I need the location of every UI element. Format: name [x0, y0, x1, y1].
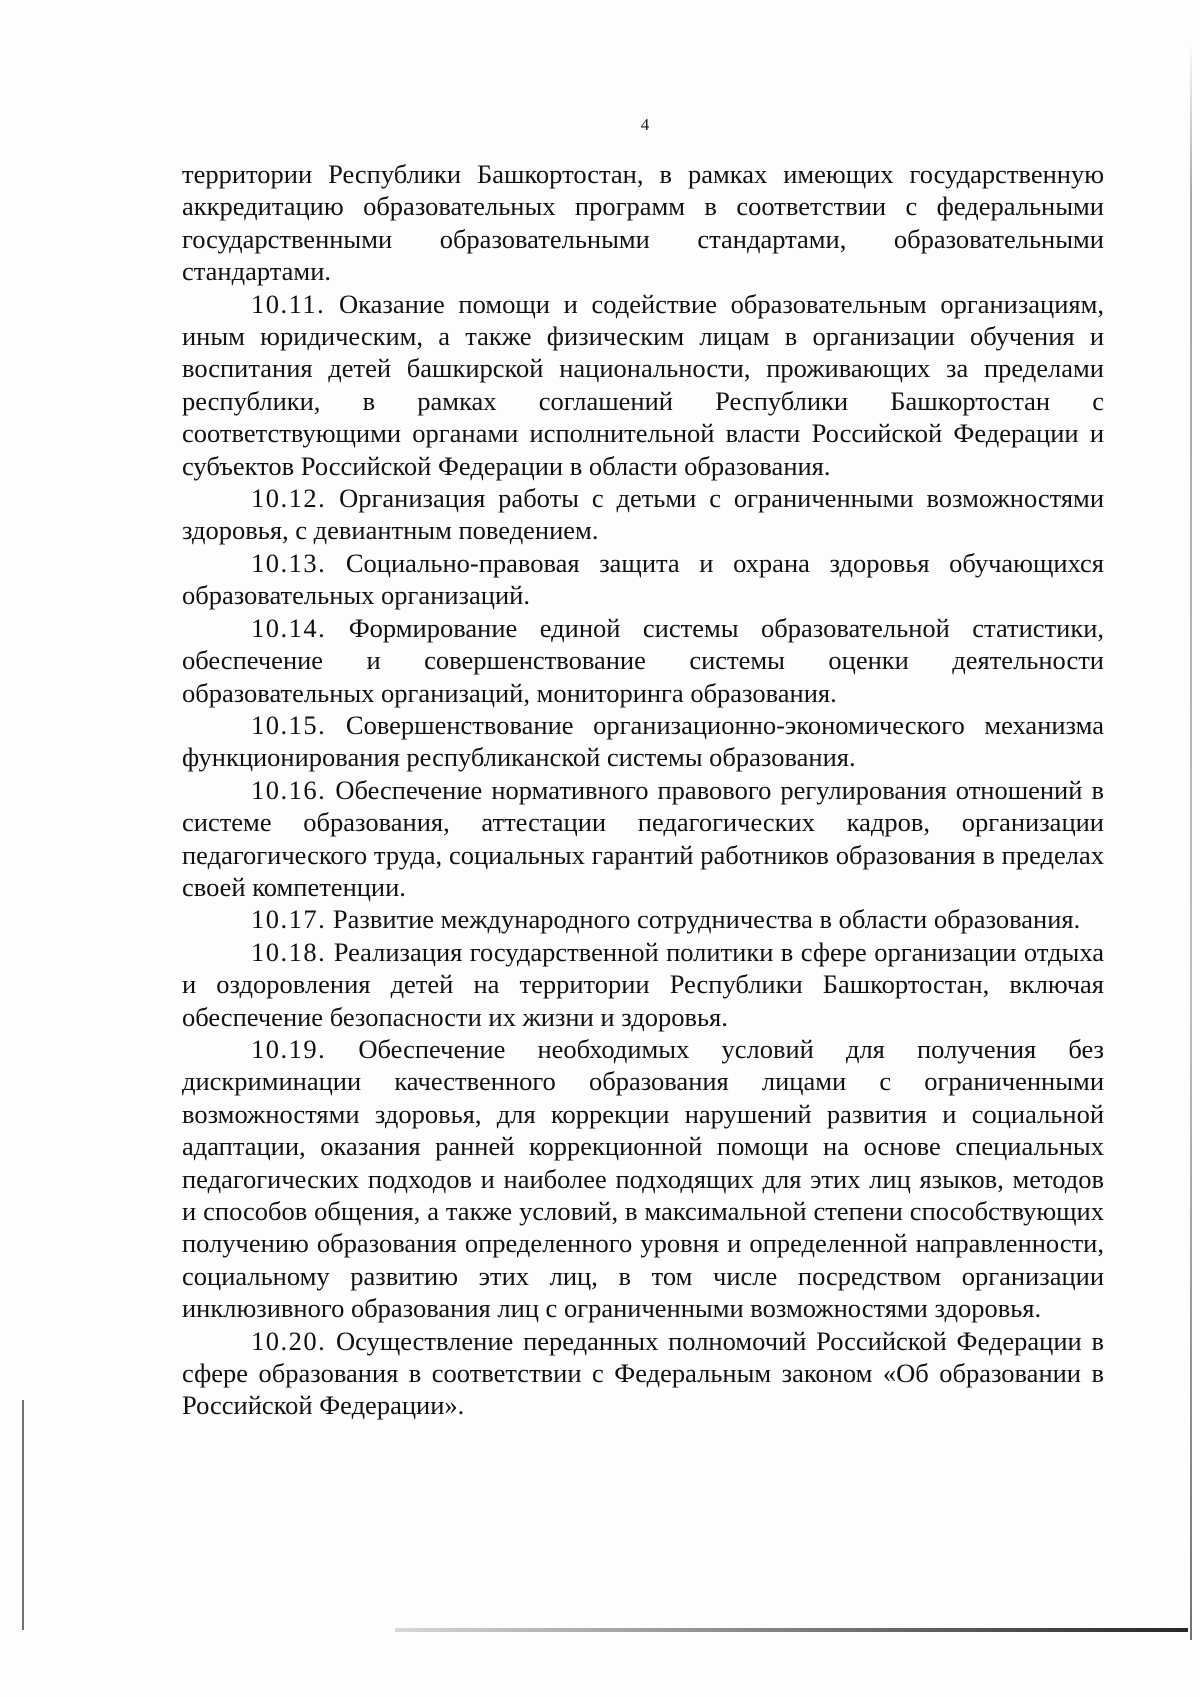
clause-text: Обеспечение необходимых условий для получения без дискриминации качественного образования лицами с ограниченными возможностями здоровья, для коррекции нарушений развития и социальной адаптации, оказания ранней коррекционной помощи на основе специальных педагогических подходов и наиболее подходящих для этих лиц языков, методов и способов общения, а также условий, в максимальной степени способствующих получению образования определенного уровня и определенной направленности, социальному развитию этих лиц, в том числе посредством организации инклюзивного образования лиц с ограниченными возможностями здоровья. [182, 1033, 1105, 1324]
clause-text: Развитие международного сотрудничества в области образования. [332, 904, 1081, 935]
scan-edge-right [1190, 40, 1192, 1640]
clause-10-19 [182, 1033, 1104, 1325]
clause-number: 10.18. [251, 936, 327, 967]
clause-number: 10.17. [251, 904, 327, 935]
clause-10-12 [182, 482, 1104, 547]
clause-10-20 [182, 1325, 1104, 1422]
clause-number: 10.12. [251, 483, 327, 514]
clause-text: Совершенствование организационно-экономического механизма функционирования республиканской системы образования. [182, 709, 1104, 773]
clause-text: Формирование единой системы образовательной статистики, обеспечение и совершенствование системы оценки деятельности образовательных организаций, мониторинга образования. [182, 612, 1105, 708]
clause-text: Осуществление переданных полномочий Российской Федерации в сфере образования в соответствии с Федеральным законом «Об образовании в Российской Федерации». [182, 1325, 1104, 1421]
clause-text: Организация работы с детьми с ограниченными возможностями здоровья, с девиантным поведением. [182, 483, 1105, 546]
clause-number: 10.14. [251, 612, 327, 643]
clause-10-14 [182, 612, 1104, 709]
clause-number: 10.16. [251, 774, 327, 805]
clause-10-16 [182, 774, 1104, 904]
clause-text: Оказание помощи и содействие образовательным организациям, иным юридическим, а также физическим лицам в организации обучения и воспитания детей башкирской национальности, проживающих за пределами республики, в рамках соглашений Республики Башкортостан с соответствующими органами исполнительной власти Российской Федерации и субъектов Российской Федерации в области образования. [182, 288, 1105, 481]
clause-10-15 [182, 709, 1104, 774]
paragraph-text: территории Республики Башкортостан, в рамках имеющих государственную аккредитацию образовательных программ в соответствии с федеральными государственными образовательными стандартами, образовательными стандартами. [182, 159, 1104, 287]
scan-edge-bottom [395, 1628, 1188, 1632]
clause-text: Реализация государственной политики в сфере организации отдыха и оздоровления детей на территории Республики Башкортостан, включая обеспечение безопасности их жизни и здоровья. [182, 936, 1104, 1032]
clause-10-11 [182, 288, 1104, 482]
clause-number: 10.20. [251, 1325, 327, 1356]
scan-edge-left [22, 1400, 24, 1630]
clause-number: 10.19. [251, 1033, 327, 1064]
clause-number: 10.13. [251, 547, 327, 578]
document-body [182, 158, 1104, 1422]
clause-number: 10.11. [251, 288, 326, 319]
clause-10-13 [182, 547, 1104, 612]
page-number: 4 [640, 115, 650, 134]
clause-10-17 [182, 903, 1104, 935]
clause-10-18 [182, 936, 1104, 1033]
clause-text: Социально-правовая защита и охрана здоровья обучающихся образовательных организаций. [182, 547, 1104, 611]
paragraph-continuation [182, 158, 1104, 288]
clause-number: 10.15. [251, 709, 327, 740]
clause-text: Обеспечение нормативного правового регулирования отношений в системе образования, аттестации педагогических кадров, организации педагогического труда, социальных гарантий работников образования в пределах своей компетенции. [182, 774, 1104, 902]
